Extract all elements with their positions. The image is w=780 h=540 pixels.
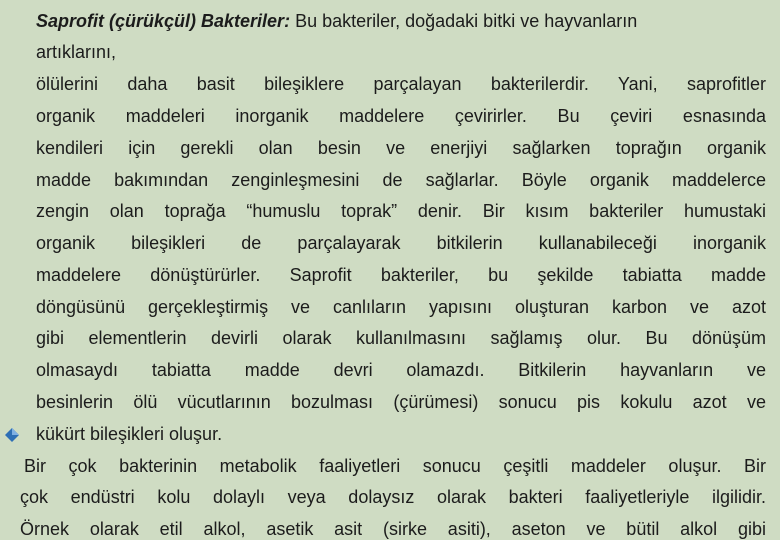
paragraph1-line-11: gibi elementlerin devirli olarak kullanılmasını sağlamış olur. Bu dönüşüm: [36, 328, 766, 348]
paragraph1-line-1: [36, 11, 766, 31]
paragraph1-line-9: maddelere dönüştürürler. Saprofit bakteriler, bu şekilde tabiatta madde: [36, 265, 766, 285]
paragraph1-line-3: ölülerini daha basit bileşiklere parçalayan bakterilerdir. Yani, saprofitler: [36, 74, 766, 94]
paragraph1-line-5: kendileri için gerekli olan besin ve enerjiyi sağlarken toprağın organik: [36, 138, 766, 158]
paragraph1-line-4: organik maddeleri inorganik maddelere çevirirler. Bu çeviri esnasında: [36, 106, 766, 126]
paragraph1-line-13: besinlerin ölü vücutlarının bozulması (çürümesi) sonucu pis kokulu azot ve: [36, 392, 766, 412]
paragraph1-line-8: organik bileşikleri de parçalayarak bitkilerin kullanabileceği inorganik: [36, 233, 766, 253]
term-saprofit: Saprofit (çürükçül) Bakteriler:: [36, 11, 291, 31]
paragraph1-line-2: artıklarını,: [36, 42, 117, 62]
paragraph2-line-2: çok endüstri kolu dolaylı veya dolaysız olarak bakteri faaliyetleriyle ilgilidir.: [20, 487, 766, 507]
paragraph1-line-7: zengin olan toprağa “humuslu toprak” denir. Bir kısım bakteriler humustaki: [36, 201, 766, 221]
paragraph1-line-12: olmasaydı tabiatta madde devri olamazdı. Bitkilerin hayvanların ve: [36, 360, 766, 380]
paragraph1-line-6: madde bakımından zenginleşmesini de sağlarlar. Böyle organik maddelerce: [36, 170, 766, 190]
diamond-bullet-icon: [2, 425, 22, 445]
paragraph1-line-1-text: Bu bakteriler, doğadaki bitki ve hayvanların: [290, 11, 638, 31]
paragraph1-line-14: kükürt bileşikleri oluşur.: [36, 424, 223, 444]
paragraph1-line-10: döngüsünü gerçekleştirmiş ve canlıların yapısını oluşturan karbon ve azot: [36, 297, 766, 317]
paragraph2-line-3: Örnek olarak etil alkol, asetik asit (sirke asiti), aseton ve bütil alkol gibi: [20, 519, 766, 539]
diamond-bullet-highlight: [12, 428, 19, 435]
paragraph2-line-1: Bir çok bakterinin metabolik faaliyetleri sonucu çeşitli maddeler oluşur. Bir: [24, 456, 766, 476]
